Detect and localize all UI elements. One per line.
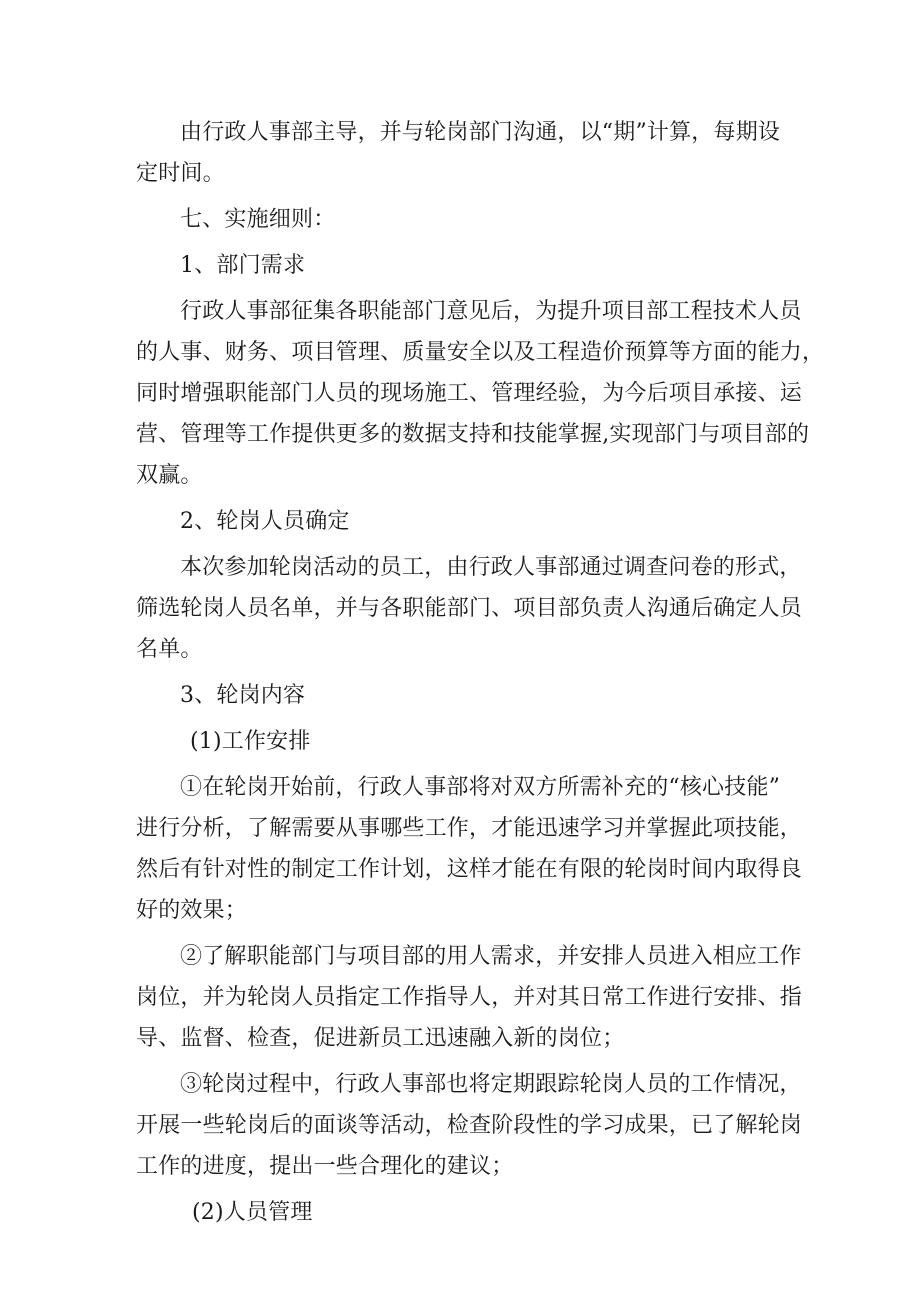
paragraph-line: ②了解职能部门与项目部的用人需求，并安排人员进入相应工作	[180, 944, 802, 969]
paragraph-line: 行政人事部征集各职能部门意见后，为提升项目部工程技术人员	[180, 299, 802, 324]
subheading-department-needs: 1、部门需求	[180, 253, 306, 278]
paragraph-line: ③轮岗过程中，行政人事部也将定期跟踪轮岗人员的工作情况，	[180, 1072, 802, 1097]
paragraph-line: 的人事、财务、项目管理、质量安全以及工程造价预算等方面的能力，	[136, 340, 825, 365]
paragraph-line: 开展一些轮岗后的面谈等活动，检查阶段性的学习成果，已了解轮岗	[136, 1113, 803, 1138]
paragraph-line: 名单。	[136, 637, 203, 662]
paragraph-line: 本次参加轮岗活动的员工，由行政人事部通过调查问卷的形式，	[180, 555, 802, 580]
subsection-personnel-management: (2)人员管理	[192, 1200, 313, 1225]
paragraph-line: 由行政人事部主导，并与轮岗部门沟通，以“期”计算，每期设	[180, 120, 781, 145]
paragraph-department-needs	[136, 291, 825, 496]
paragraph-line: 岗位，并为轮岗人员指定工作指导人，并对其日常工作进行安排、指	[136, 985, 803, 1010]
paragraph-line: ①在轮岗开始前，行政人事部将对双方所需补充的“核心技能”	[180, 775, 781, 800]
paragraph-item-2	[136, 936, 803, 1059]
paragraph-line: 筛选轮岗人员名单，并与各职能部门、项目部负责人沟通后确定人员	[136, 596, 803, 621]
section-heading-implementation: 七、实施细则：	[180, 207, 336, 232]
document-body	[136, 112, 825, 1233]
paragraph-item-3	[136, 1064, 803, 1187]
paragraph-line: 定时间。	[136, 161, 225, 186]
paragraph-line: 双赢。	[136, 463, 203, 488]
paragraph-item-1	[136, 767, 803, 931]
subheading-rotation-personnel: 2、轮岗人员确定	[180, 509, 350, 534]
paragraph-line: 好的效果；	[136, 898, 248, 923]
paragraph-line: 导、监督、检查，促进新员工迅速融入新的岗位；	[136, 1026, 625, 1051]
paragraph-line: 营、管理等工作提供更多的数据支持和技能掌握,实现部门与项目部的	[136, 422, 810, 447]
subheading-rotation-content: 3、轮岗内容	[180, 683, 306, 708]
subsection-work-arrangement: (1)工作安排	[190, 729, 311, 754]
paragraph-line: 同时增强职能部门人员的现场施工、管理经验，为今后项目承接、运	[136, 381, 803, 406]
paragraph-schedule	[136, 112, 796, 194]
paragraph-line: 工作的进度，提出一些合理化的建议；	[136, 1154, 514, 1179]
paragraph-line: 进行分析，了解需要从事哪些工作，才能迅速学习并掌握此项技能，	[136, 816, 803, 841]
paragraph-rotation-personnel	[136, 547, 803, 670]
paragraph-line: 然后有针对性的制定工作计划，这样才能在有限的轮岗时间内取得良	[136, 857, 803, 882]
